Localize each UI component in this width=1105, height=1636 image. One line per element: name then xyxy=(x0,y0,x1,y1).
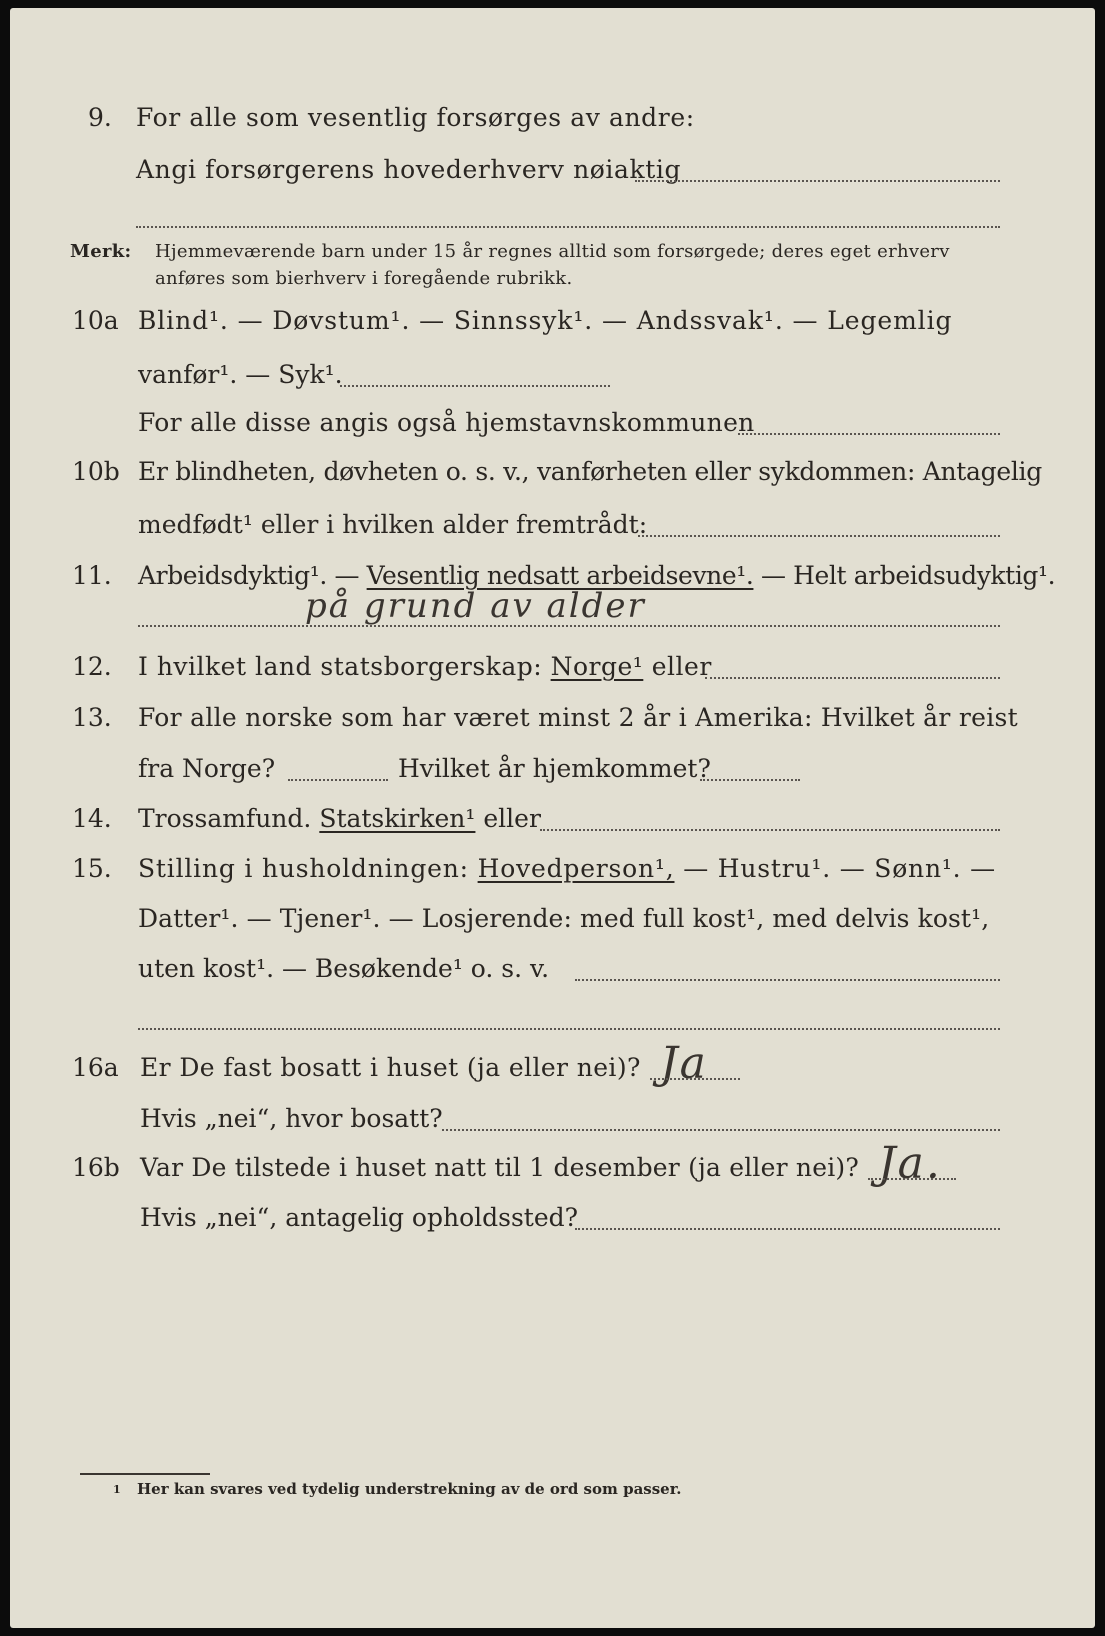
q16a-line2: Hvis „nei“, hvor bosatt? xyxy=(140,1104,443,1133)
q16b-answer-line[interactable] xyxy=(868,1178,956,1180)
q12-line xyxy=(138,652,712,682)
merk-line2: anføres som bierhverv i foregående rubrikk. xyxy=(155,268,573,289)
q15-answer-line[interactable] xyxy=(575,979,1000,981)
footnote-rule xyxy=(80,1473,210,1475)
q16a-answer-line[interactable] xyxy=(650,1078,740,1080)
q14-part1: Trossamfund. xyxy=(138,804,320,833)
q10a-number: 10a xyxy=(72,306,119,335)
q12-underlined-answer: Norge¹ xyxy=(550,652,644,681)
q13-hjemkommet-answer-line[interactable] xyxy=(700,779,800,781)
q14-underlined-answer: Statskirken¹ xyxy=(319,804,476,833)
footnote-text: Her kan svares ved tydelig understrekning av de ord som passer. xyxy=(137,1480,682,1498)
q9-number: 9. xyxy=(88,103,112,132)
q10a-hjemstavn-answer-line[interactable] xyxy=(738,433,1000,435)
q13-line2a: fra Norge? xyxy=(138,754,276,783)
q10b-line1: Er blindheten, døvheten o. s. v., vanførheten eller sykdommen: Antagelig xyxy=(138,457,1042,486)
q10b-answer-line[interactable] xyxy=(638,535,1000,537)
q15-part2: — Hustru¹. — Sønn¹. — xyxy=(674,854,996,883)
q9-answer-line-2[interactable] xyxy=(136,226,1000,228)
q14-line xyxy=(138,804,541,834)
q15-line2: Datter¹. — Tjener¹. — Losjerende: med full kost¹, med delvis kost¹, xyxy=(138,904,990,933)
q16b-line1: Var De tilstede i huset natt til 1 desember (ja eller nei)? xyxy=(140,1153,859,1182)
q16b-number: 16b xyxy=(72,1153,120,1182)
q9-line2: Angi forsørgerens hovederhverv nøiaktig xyxy=(136,155,682,184)
q16a-line1: Er De fast bosatt i huset (ja eller nei)? xyxy=(140,1053,641,1082)
q16b-handwritten-answer: Ja. xyxy=(878,1138,942,1189)
q14-answer-line[interactable] xyxy=(540,829,1000,831)
q10a-line3: For alle disse angis også hjemstavnskommunen xyxy=(138,408,755,437)
q12-part1: I hvilket land statsborgerskap: xyxy=(138,652,551,681)
q9-line1: For alle som vesentlig forsørges av andre: xyxy=(136,103,695,132)
q11-underlined-answer: Vesentlig nedsatt arbeidsevne¹. xyxy=(366,561,754,590)
merk-label: Merk: xyxy=(70,241,132,262)
q15-number: 15. xyxy=(72,854,112,883)
q16a-handwritten-answer: Ja xyxy=(660,1038,708,1089)
q13-number: 13. xyxy=(72,703,112,732)
footnote-mark: 1 xyxy=(113,1483,121,1496)
q13-line1: For alle norske som har været minst 2 år i Amerika: Hvilket år reist xyxy=(138,703,1019,732)
q16a-number: 16a xyxy=(72,1053,119,1082)
q12-number: 12. xyxy=(72,652,112,681)
q15-part1: Stilling i husholdningen: xyxy=(138,854,478,883)
q16a-bosatt-answer-line[interactable] xyxy=(442,1129,1000,1131)
q15-underlined-answer: Hovedperson¹, xyxy=(477,854,675,883)
q10b-number: 10b xyxy=(72,457,120,486)
q12-part2: eller xyxy=(643,652,712,681)
merk-line1: Hjemmeværende barn under 15 år regnes alltid som forsørgede; deres eget erhverv xyxy=(155,241,950,262)
q11-handwritten-answer: på grund av alder xyxy=(305,586,646,626)
q14-number: 14. xyxy=(72,804,112,833)
census-form-page xyxy=(10,8,1095,1628)
q11-number: 11. xyxy=(72,561,112,590)
q13-line2b: Hvilket år hjemkommet? xyxy=(398,754,711,783)
q11-answer-line[interactable] xyxy=(138,625,1000,627)
q11-part2: — Helt arbeidsudyktig¹. xyxy=(753,561,1056,590)
q10a-line2: vanfør¹. — Syk¹. xyxy=(138,360,343,389)
q12-answer-line[interactable] xyxy=(705,677,1000,679)
q14-part2: eller xyxy=(475,804,541,833)
q10b-line2: medfødt¹ eller i hvilken alder fremtrådt: xyxy=(138,510,648,539)
q15-line3: uten kost¹. — Besøkende¹ o. s. v. xyxy=(138,954,550,983)
q15-answer-line-2[interactable] xyxy=(138,1028,1000,1030)
q11-part1: Arbeidsdyktig¹. — xyxy=(138,561,367,590)
q10a-syk-answer-line[interactable] xyxy=(340,385,610,387)
q10a-line1: Blind¹. — Døvstum¹. — Sinnssyk¹. — Andssvak¹. — Legemlig xyxy=(138,306,953,335)
q13-reist-answer-line[interactable] xyxy=(288,779,388,781)
q16b-opholdssted-answer-line[interactable] xyxy=(575,1228,1000,1230)
q16b-line2: Hvis „nei“, antagelig opholdssted? xyxy=(140,1203,579,1232)
q15-line1 xyxy=(138,854,996,884)
q9-answer-line[interactable] xyxy=(635,180,1000,182)
